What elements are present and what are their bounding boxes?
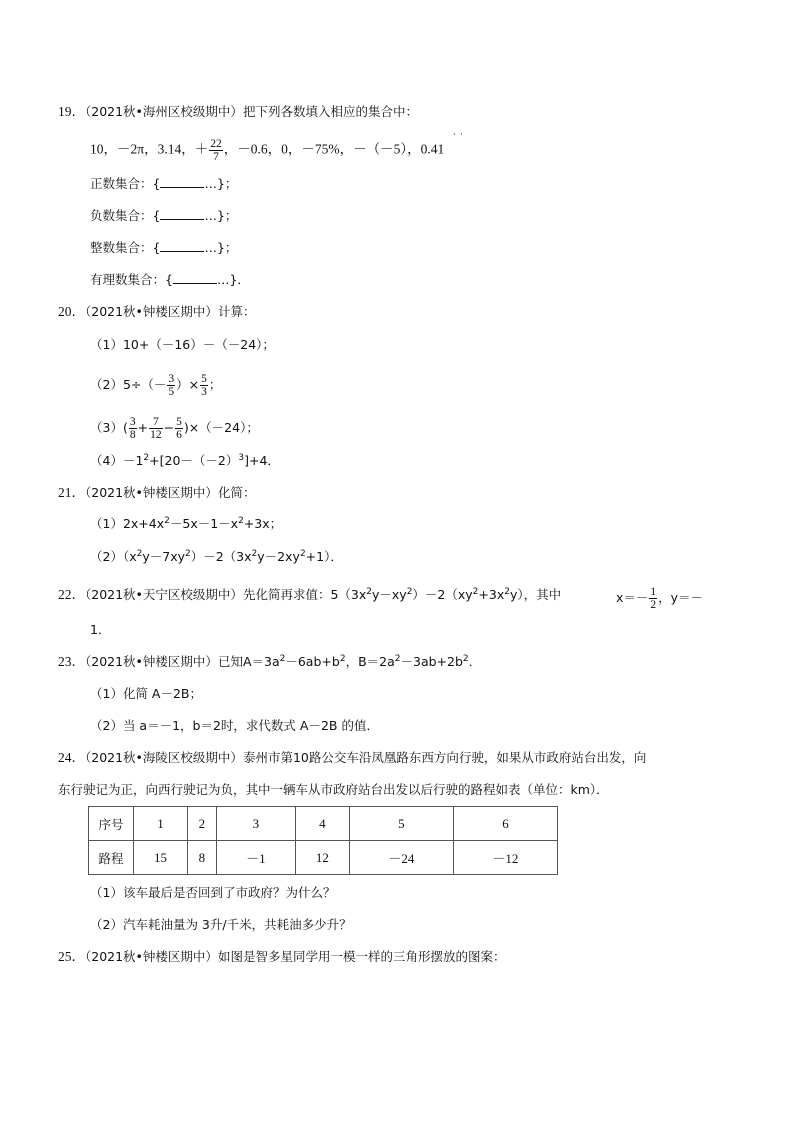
q19-numbers-line: 10，－2π，3.14，＋ $\frac{22}{7}$ ，－0.6，0，－75%，－（－5），0.41	[90, 138, 445, 163]
table-cell: 12	[295, 841, 349, 875]
q19-title	[58, 104, 418, 120]
table-cell: 6	[453, 807, 557, 841]
q20-part2: （2）5÷（－ $\frac{3}{5}$ ）× $\frac{5}{3}$ ；	[90, 373, 222, 398]
q19-source: （2021秋•海州区校级期中）	[85, 104, 243, 119]
q19-number: 19．	[58, 104, 85, 119]
table-cell: 4	[295, 807, 349, 841]
q20-part4: $(4)-1^2+[20-(-2)^3]+4$．	[90, 452, 280, 468]
q24-part1: （1）该车最后是否回到了市政府？为什么？	[90, 885, 336, 900]
table-cell: 2	[187, 807, 216, 841]
table-header-cell: 序号	[89, 807, 134, 841]
q19-set-positive: 正数集合：{ …}；	[90, 176, 238, 191]
table-cell: 5	[349, 807, 453, 841]
q19-stem: 把下列各数填入相应的集合中：	[242, 104, 418, 119]
table-cell: －24	[349, 841, 453, 875]
table-row	[89, 841, 558, 875]
q19-set-negative: 负数集合：{ …}；	[90, 208, 238, 223]
q22-line2: 1．	[90, 622, 111, 637]
q21-part1: $(1)2x+4x^2-5x-1-x^2+3x$；	[90, 515, 283, 531]
table-cell: 15	[134, 841, 188, 875]
table-cell: 3	[216, 807, 295, 841]
q22-condition: x＝－ $\frac{1}{2}$ ，y＝－	[616, 586, 704, 611]
q20-part1: （1）10+（－16）－（－24）；	[90, 337, 275, 352]
q23-part2: （2）当 a＝－1，b＝2时，求代数式 A－2B 的值．	[90, 718, 379, 733]
q24-line2: 东行驶记为正，向西行驶记为负，其中一辆车从市政府站台出发以后行驶的路程如表（单位：km）．	[58, 782, 609, 797]
q23-part1: （1）化简 A－2B；	[90, 686, 203, 701]
q20-title: 20．（2021秋•钟楼区期中）计算：	[58, 304, 256, 319]
q22-title: 22．（2021秋•天宁区校级期中）先化简再求值：$5(3x^2y-xy^2)-2(xy^2+3x^2y)$，其中	[58, 586, 562, 602]
table-cell: 8	[187, 841, 216, 875]
repeating-dot-1: ·	[453, 130, 456, 140]
table-header-cell: 路程	[89, 841, 134, 875]
table-cell: －1	[216, 841, 295, 875]
route-table	[88, 806, 558, 875]
q19-set-rational: 有理数集合：{ …}．	[90, 272, 250, 287]
q20-part3: （3）( $\frac{3}{8}$ + $\frac{7}{12}$ − $\frac{5}{6}$ )×（－24）；	[90, 416, 259, 441]
q24-title: 24．（2021秋•海陵区校级期中）泰州市第10路公交车沿凤凰路东西方向行驶，如果从市政府站台出发，向	[58, 750, 647, 765]
repeating-dot-2: ·	[460, 130, 463, 140]
q25-title: 25．（2021秋•钟楼区期中）如图是智多星同学用一模一样的三角形摆放的图案：	[58, 949, 506, 964]
table-cell: 1	[134, 807, 188, 841]
table-row	[89, 807, 558, 841]
table-cell: －12	[453, 841, 557, 875]
q24-part2: （2）汽车耗油量为 3升/千米，共耗油多少升？	[90, 917, 352, 932]
q23-title: 23．（2021秋•钟楼区期中）已知$A=3a^2-6ab+b^2$，$B=2a^2-3ab+2b^2$．	[58, 653, 482, 669]
q19-fraction: $\frac{22}{7}$	[210, 138, 222, 163]
q19-set-integer: 整数集合：{ …}；	[90, 240, 238, 255]
q21-part2: $(2)(x^2y-7xy^2)-2(3x^2y-2xy^2+1)$．	[90, 548, 343, 564]
q21-title: 21．（2021秋•钟楼区期中）化简：	[58, 485, 256, 500]
